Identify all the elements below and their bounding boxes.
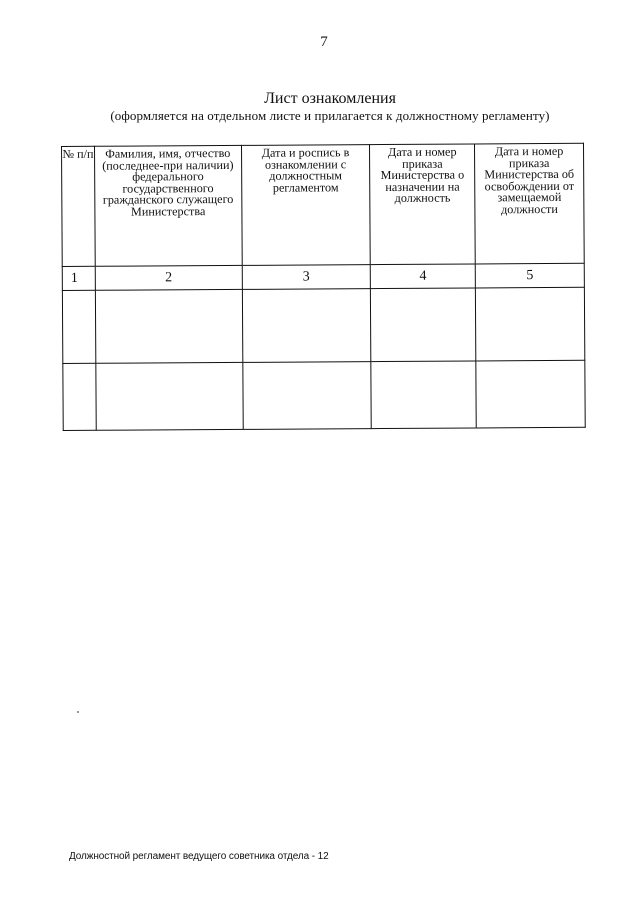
table-row xyxy=(63,360,585,430)
column-number-row xyxy=(62,263,584,290)
header-cell-appointment-order: Дата и номер приказа Министерства о назначении на должность xyxy=(370,144,476,265)
column-number: 4 xyxy=(371,264,476,289)
page-number: 7 xyxy=(320,34,328,50)
document-subtitle: (оформляется на отдельном листе и прилагается к должностному регламенту) xyxy=(110,108,550,123)
column-number: 1 xyxy=(62,266,95,290)
table-cell xyxy=(371,361,476,429)
table-cell xyxy=(62,290,95,363)
table-row xyxy=(62,287,584,363)
header-cell-number: № п/п xyxy=(62,146,96,266)
table-header-row xyxy=(62,143,585,266)
header-cell-full-name: Фамилия, имя, отчество (последнее-при наличии) федерального государственного гражданского служащего Министерства xyxy=(94,145,241,266)
header-cell-signature-date: Дата и роспись в ознакомлении с должностным регламентом xyxy=(241,145,370,266)
acknowledgement-table xyxy=(61,143,586,431)
header-cell-dismissal-order: Дата и номер приказа Министерства об освобождении от замещаемой должности xyxy=(475,143,585,264)
table-cell xyxy=(63,363,96,430)
table-cell xyxy=(242,362,371,430)
table-cell xyxy=(96,362,243,430)
table-cell xyxy=(476,287,585,361)
table-cell xyxy=(476,360,585,428)
scan-speck xyxy=(77,711,79,713)
column-number: 2 xyxy=(95,265,242,290)
table-cell xyxy=(95,289,242,363)
table-cell xyxy=(371,288,476,362)
document-title: Лист ознакомления xyxy=(264,90,396,107)
page-footer: Должностной регламент ведущего советника отдела - 12 xyxy=(69,851,329,862)
column-number: 5 xyxy=(475,263,584,288)
column-number: 3 xyxy=(242,265,371,290)
table-cell xyxy=(242,289,371,363)
